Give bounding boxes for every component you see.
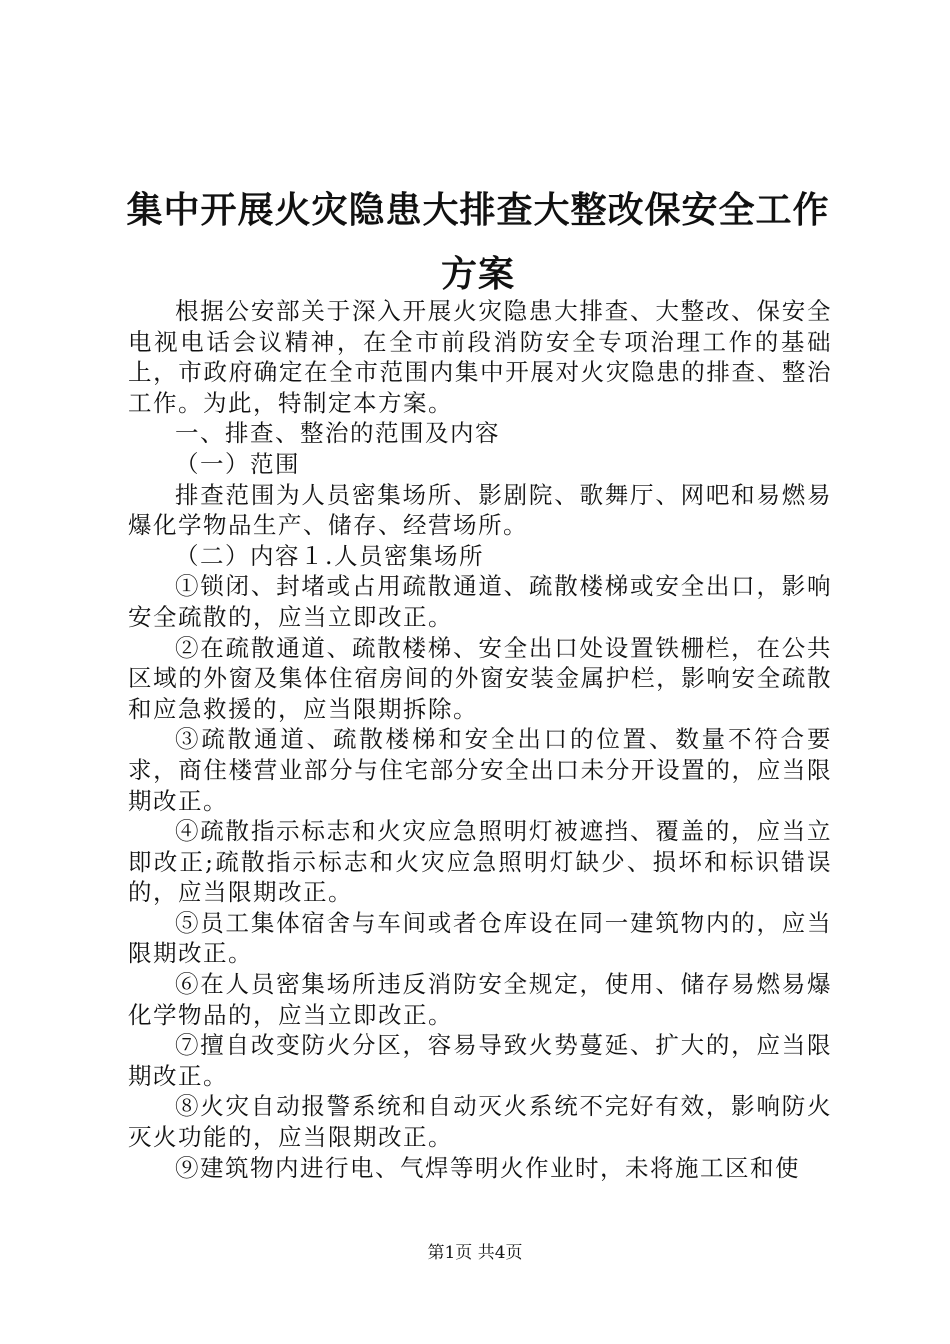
subsection-heading-scope: （一）范围 <box>175 449 300 478</box>
paragraph-scope: 排查范围为人员密集场所、影剧院、歌舞厅、网吧和易燃易爆化学物品生产、储存、经营场所。 <box>128 480 832 540</box>
list-item: ②在疏散通道、疏散楼梯、安全出口处设置铁栅栏，在公共区域的外窗及集体住宿房间的外窗安装金属护栏，影响安全疏散和应急救援的，应当限期拆除。 <box>128 633 832 723</box>
list-item: ④疏散指示标志和火灾应急照明灯被遮挡、覆盖的，应当立即改正;疏散指示标志和火灾应急照明灯缺少、损坏和标识错误的，应当限期改正。 <box>128 817 832 907</box>
paragraph-intro: 根据公安部关于深入开展火灾隐患大排查、大整改、保安全电视电话会议精神，在全市前段消防安全专项治理工作的基础上，市政府确定在全市范围内集中开展对火灾隐患的排查、整治工作。为此，特制定本方案。 <box>128 297 832 417</box>
document-title: 集中开展火灾隐患大排查大整改保安全工作方案 <box>126 189 830 295</box>
list-item: ③疏散通道、疏散楼梯和安全出口的位置、数量不符合要求，商住楼营业部分与住宅部分安全出口未分开设置的，应当限期改正。 <box>128 725 832 815</box>
list-item: ⑦擅自改变防火分区，容易导致火势蔓延、扩大的，应当限期改正。 <box>128 1031 832 1090</box>
document-body <box>128 296 832 1183</box>
section-heading-1: 一、排查、整治的范围及内容 <box>175 419 500 448</box>
list-item: ①锁闭、封堵或占用疏散通道、疏散楼梯或安全出口，影响安全疏散的，应当立即改正。 <box>128 572 832 631</box>
page-footer: 第1页 共4页 <box>427 1243 523 1263</box>
list-item: ⑧火灾自动报警系统和自动灭火系统不完好有效，影响防火灭火功能的，应当限期改正。 <box>128 1092 832 1152</box>
subsection-heading-content: （二）内容１.人员密集场所 <box>175 541 484 570</box>
list-item: ⑤员工集体宿舍与车间或者仓库设在同一建筑物内的，应当限期改正。 <box>128 908 832 968</box>
list-item: ⑨建筑物内进行电、气焊等明火作业时，未将施工区和使 <box>175 1153 800 1182</box>
list-item: ⑥在人员密集场所违反消防安全规定，使用、储存易燃易爆化学物品的，应当立即改正。 <box>128 970 832 1029</box>
